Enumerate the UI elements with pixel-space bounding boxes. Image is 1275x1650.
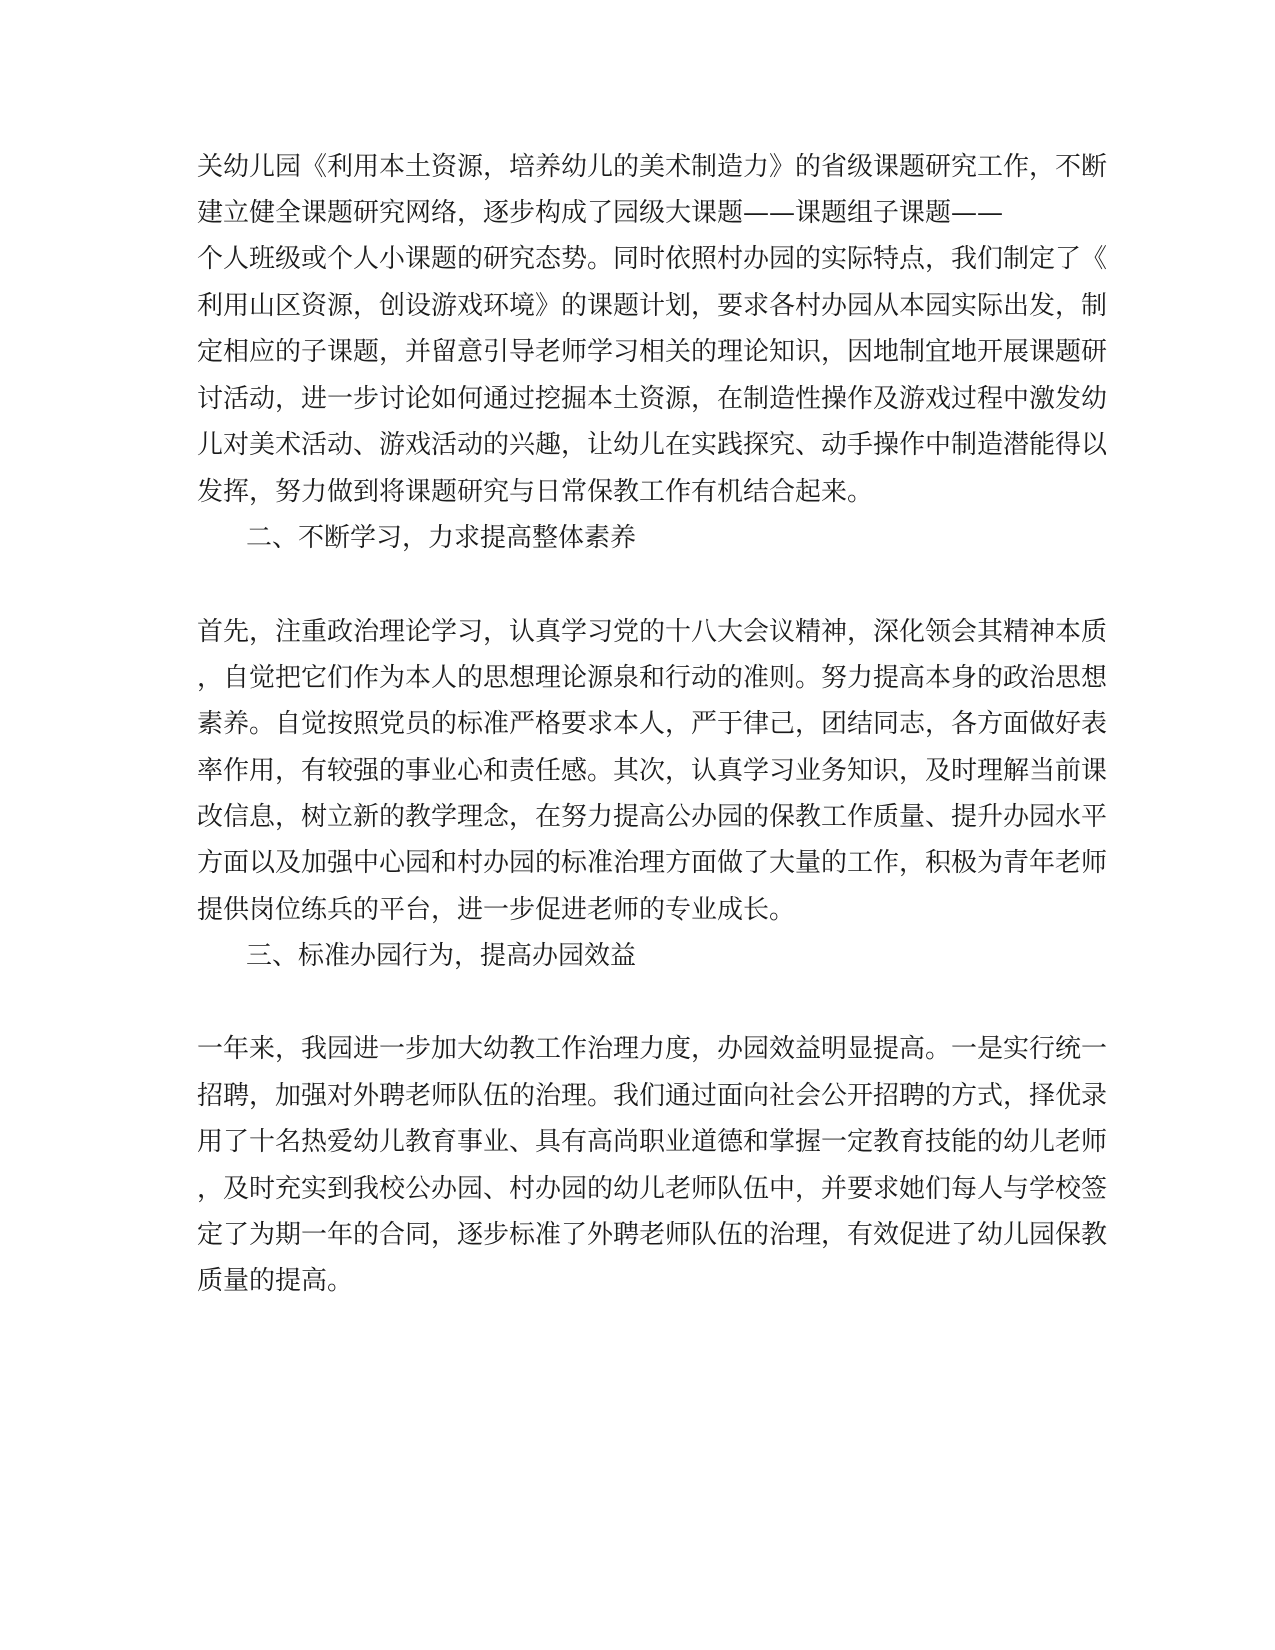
paragraph-line: 发挥，努力做到将课题研究与日常保教工作有机结合起来。: [197, 477, 874, 507]
paragraph-line: 儿对美术活动、游戏活动的兴趣，让幼儿在实践探究、动手操作中制造潜能得以: [197, 430, 1108, 460]
paragraph-line: 质量的提高。: [197, 1266, 354, 1296]
paragraph-line: 方面以及加强中心园和村办园的标准治理方面做了大量的工作，积极为青年老师: [197, 848, 1108, 878]
paragraph-line: 定相应的子课题，并留意引导老师学习相关的理论知识，因地制宜地开展课题研: [197, 337, 1108, 367]
paragraph-line: 用了十名热爱幼儿教育事业、具有高尚职业道德和掌握一定教育技能的幼儿老师: [197, 1127, 1108, 1157]
paragraph-line: 招聘，加强对外聘老师队伍的治理。我们通过面向社会公开招聘的方式，择优录: [197, 1081, 1108, 1111]
section-heading: 三、标准办园行为，提高办园效益: [246, 941, 637, 971]
paragraph-line: 利用山区资源，创设游戏环境》的课题计划，要求各村办园从本园实际出发，制: [197, 291, 1108, 321]
section-heading: 二、不断学习，力求提高整体素养: [246, 523, 637, 553]
paragraph-line: ，自觉把它们作为本人的思想理论源泉和行动的准则。努力提高本身的政治思想: [197, 663, 1108, 693]
paragraph-line: 提供岗位练兵的平台，进一步促进老师的专业成长。: [197, 895, 796, 925]
paragraph-line: 素养。自觉按照党员的标准严格要求本人，严于律己，团结同志，各方面做好表: [197, 709, 1108, 739]
paragraph-line: 关幼儿园《利用本土资源，培养幼儿的美术制造力》的省级课题研究工作，不断: [197, 152, 1108, 182]
paragraph-line: 改信息，树立新的教学理念，在努力提高公办园的保教工作质量、提升办园水平: [197, 802, 1108, 832]
paragraph-line: 个人班级或个人小课题的研究态势。同时依照村办园的实际特点，我们制定了《: [197, 244, 1108, 274]
paragraph-line: 建立健全课题研究网络，逐步构成了园级大课题——课题组子课题——: [197, 198, 1004, 228]
paragraph-line: 讨活动，进一步讨论如何通过挖掘本土资源，在制造性操作及游戏过程中激发幼: [197, 384, 1108, 414]
paragraph-line: 一年来，我园进一步加大幼教工作治理力度，办园效益明显提高。一是实行统一: [197, 1034, 1108, 1064]
paragraph-line: ，及时充实到我校公办园、村办园的幼儿老师队伍中，并要求她们每人与学校签: [197, 1174, 1108, 1204]
paragraph-line: 首先，注重政治理论学习，认真学习党的十八大会议精神，深化领会其精神本质: [197, 617, 1108, 647]
paragraph-line: 率作用，有较强的事业心和责任感。其次，认真学习业务知识，及时理解当前课: [197, 756, 1108, 786]
paragraph-line: 定了为期一年的合同，逐步标准了外聘老师队伍的治理，有效促进了幼儿园保教: [197, 1220, 1108, 1250]
